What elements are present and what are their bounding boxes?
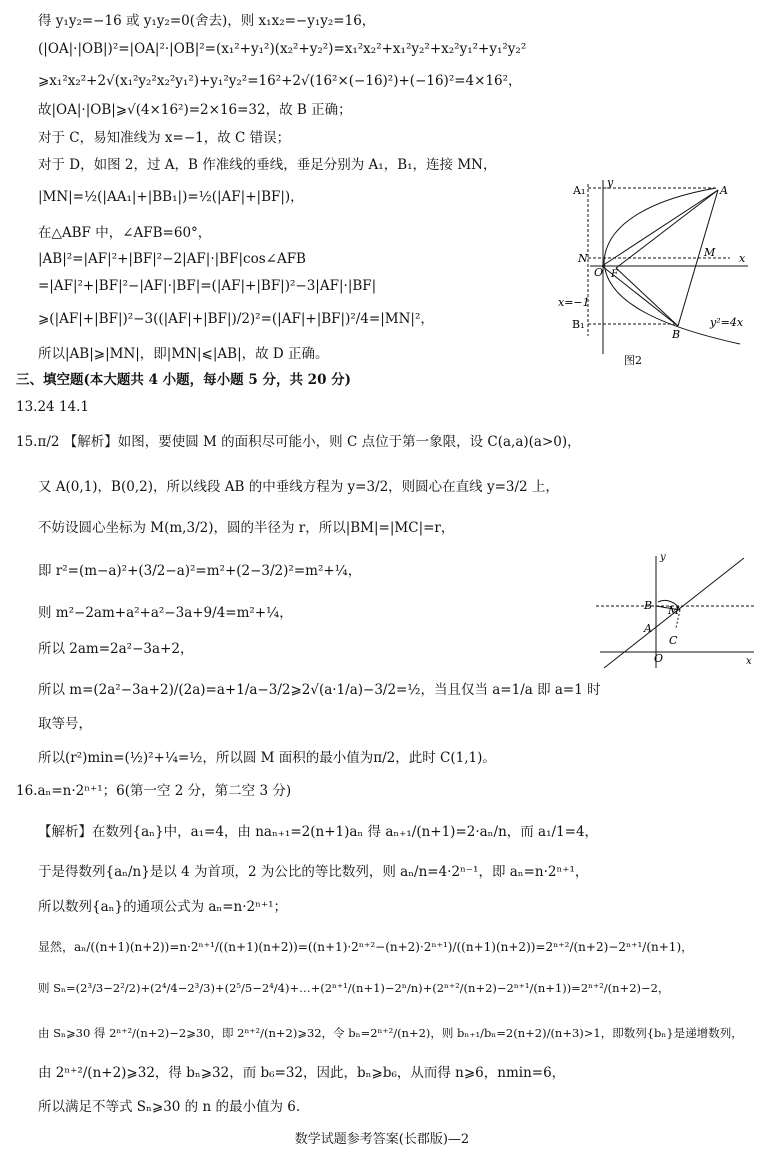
- text-line: 所以满足不等式 Sₙ⩾30 的 n 的最小值为 6.: [38, 1099, 301, 1115]
- page-footer: 数学试题参考答案(长郡版)—2: [294, 1132, 470, 1147]
- figure-2-parabola: [548, 176, 758, 376]
- label-F: F: [611, 269, 618, 280]
- text-line: 【解析】在数列{aₙ}中，a₁=4，由 naₙ₊₁=2(n+1)aₙ 得 aₙ₊₁/(n+1)=2·aₙ/n，而 a₁/1=4，: [38, 824, 599, 840]
- label-y: y: [660, 552, 666, 563]
- text-line: 所以数列{aₙ}的通项公式为 aₙ=n·2ⁿ⁺¹；: [38, 899, 288, 915]
- label-A: A: [644, 622, 652, 635]
- text-line: 由 2ⁿ⁺²/(n+2)⩾32，得 bₙ⩾32，而 b₆=32，因此，bₙ⩾b₆，从而得 n⩾6，nmin=6，: [38, 1065, 566, 1081]
- text-line: 所以(r²)min=(½)²+¼=½，所以圆 M 面积的最小值为π/2，此时 C(1,1)。: [38, 750, 496, 766]
- label-A: A: [720, 184, 728, 197]
- text-line: 即 r²=(m−a)²+(3/2−a)²=m²+(2−3/2)²=m²+¼，: [38, 563, 362, 579]
- label-O: O: [594, 266, 604, 279]
- label-M: M: [668, 604, 680, 617]
- segment-FA: [616, 190, 718, 268]
- figure-15-circle: [596, 552, 756, 672]
- label-x: x: [739, 252, 746, 265]
- text-line: 对于 C，易知准线为 x=−1，故 C 错误；: [38, 130, 291, 146]
- label-N: N: [578, 252, 588, 265]
- label-B1: B₁: [572, 318, 585, 331]
- label-y: y: [607, 176, 614, 189]
- label-directrix: x=−1: [558, 296, 590, 309]
- text-line: ⩾x₁²x₂²+2√(x₁²y₂²x₂²y₁²)+y₁²y₂²=16²+2√(16²×(−16)²)+(−16)²=4×16²，: [38, 73, 522, 89]
- text-line: |MN|=½(|AA₁|+|BB₁|)=½(|AF|+|BF|)，: [38, 189, 304, 205]
- label-C: C: [669, 634, 678, 647]
- text-line: 于是得数列{aₙ/n}是以 4 为首项，2 为公比的等比数列，则 aₙ/n=4·2ⁿ⁻¹，即 aₙ=n·2ⁿ⁺¹，: [38, 864, 589, 880]
- text-line: 由 Sₙ⩾30 得 2ⁿ⁺²/(n+2)−2⩾30，即 2ⁿ⁺²/(n+2)⩾32，令 bₙ=2ⁿ⁺²/(n+2)，则 bₙ₊₁/bₙ=2(n+2)/(n+3)>1，即数列{bₙ}是递增数列，: [38, 1026, 743, 1040]
- problem-15-heading: 15.π/2 【解析】如图，要使圆 M 的面积尽可能小，则 C 点位于第一象限，设 C(a,a)(a>0)，: [16, 434, 581, 450]
- label-x: x: [746, 656, 752, 667]
- label-parabola: y²=4x: [710, 316, 744, 329]
- text-line: 对于 D，如图 2，过 A，B 作准线的垂线，垂足分别为 A₁，B₁，连接 MN，: [38, 157, 497, 173]
- answer-line: 13.24 14.1: [16, 399, 89, 415]
- text-line: ⩾(|AF|+|BF|)²−3((|AF|+|BF|)/2)²=(|AF|+|BF|)²/4=|MN|²，: [38, 311, 434, 327]
- text-line: =|AF|²+|BF|²−|AF|·|BF|=(|AF|+|BF|)²−3|AF|·|BF|: [38, 278, 377, 294]
- text-line: 则 m²−2am+a²+a²−3a+9/4=m²+¼，: [38, 605, 293, 621]
- text-line: 又 A(0,1)，B(0,2)，所以线段 AB 的中垂线方程为 y=3/2，则圆心在直线 y=3/2 上，: [38, 479, 559, 495]
- section-heading: 三、填空题(本大题共 4 小题，每小题 5 分，共 20 分): [16, 372, 352, 388]
- text-line: 所以 m=(2a²−3a+2)/(2a)=a+1/a−3/2⩾2√(a·1/a)−3/2=½，当且仅当 a=1/a 即 a=1 时: [38, 682, 601, 698]
- text-line: |AB|²=|AF|²+|BF|²−2|AF|·|BF|cos∠AFB: [38, 251, 306, 267]
- text-line: 得 y₁y₂=−16 或 y₁y₂=0(舍去)，则 x₁x₂=−y₁y₂=16，: [38, 13, 376, 29]
- text-line: 在△ABF 中，∠AFB=60°，: [38, 225, 212, 241]
- text-line: 所以|AB|⩾|MN|，即|MN|⩽|AB|，故 D 正确。: [38, 346, 329, 362]
- text-line: 故|OA|·|OB|⩾√(4×16²)=2×16=32，故 B 正确；: [38, 102, 352, 118]
- segment-FB: [616, 268, 678, 326]
- label-B: B: [644, 599, 653, 612]
- text-line: 不妨设圆心坐标为 M(m,3/2)，圆的半径为 r，所以|BM|=|MC|=r，: [38, 520, 455, 536]
- figure-caption: 图2: [624, 354, 642, 367]
- text-line: 所以 2am=2a²−3a+2，: [38, 641, 194, 657]
- label-B: B: [672, 328, 681, 341]
- text-line: 取等号，: [38, 716, 92, 732]
- text-line: 则 Sₙ=(2³/3−2²/2)+(2⁴/4−2³/3)+(2⁵/5−2⁴/4)+…+(2ⁿ⁺¹/(n+1)−2ⁿ/n)+(2ⁿ⁺²/(n+2)−2ⁿ⁺¹/(n+1))=2ⁿ⁺²/(n+2)−2，: [38, 981, 670, 995]
- label-A1: A₁: [573, 184, 586, 197]
- label-O: O: [654, 652, 664, 665]
- text-line: (|OA|·|OB|)²=|OA|²·|OB|²=(x₁²+y₁²)(x₂²+y₂²)=x₁²x₂²+x₁²y₂²+x₂²y₁²+y₁²y₂²: [38, 41, 527, 57]
- text-line: 显然，aₙ/((n+1)(n+2))=n·2ⁿ⁺¹/((n+1)(n+2))=((n+1)·2ⁿ⁺²−(n+2)·2ⁿ⁺¹)/((n+1)(n+2))=2ⁿ⁺²/(n+2)−2ⁿ⁺¹/(n+1)，: [38, 940, 694, 954]
- label-M: M: [704, 246, 716, 259]
- problem-16-heading: 16.aₙ=n·2ⁿ⁺¹；6(第一空 2 分，第二空 3 分): [16, 783, 292, 799]
